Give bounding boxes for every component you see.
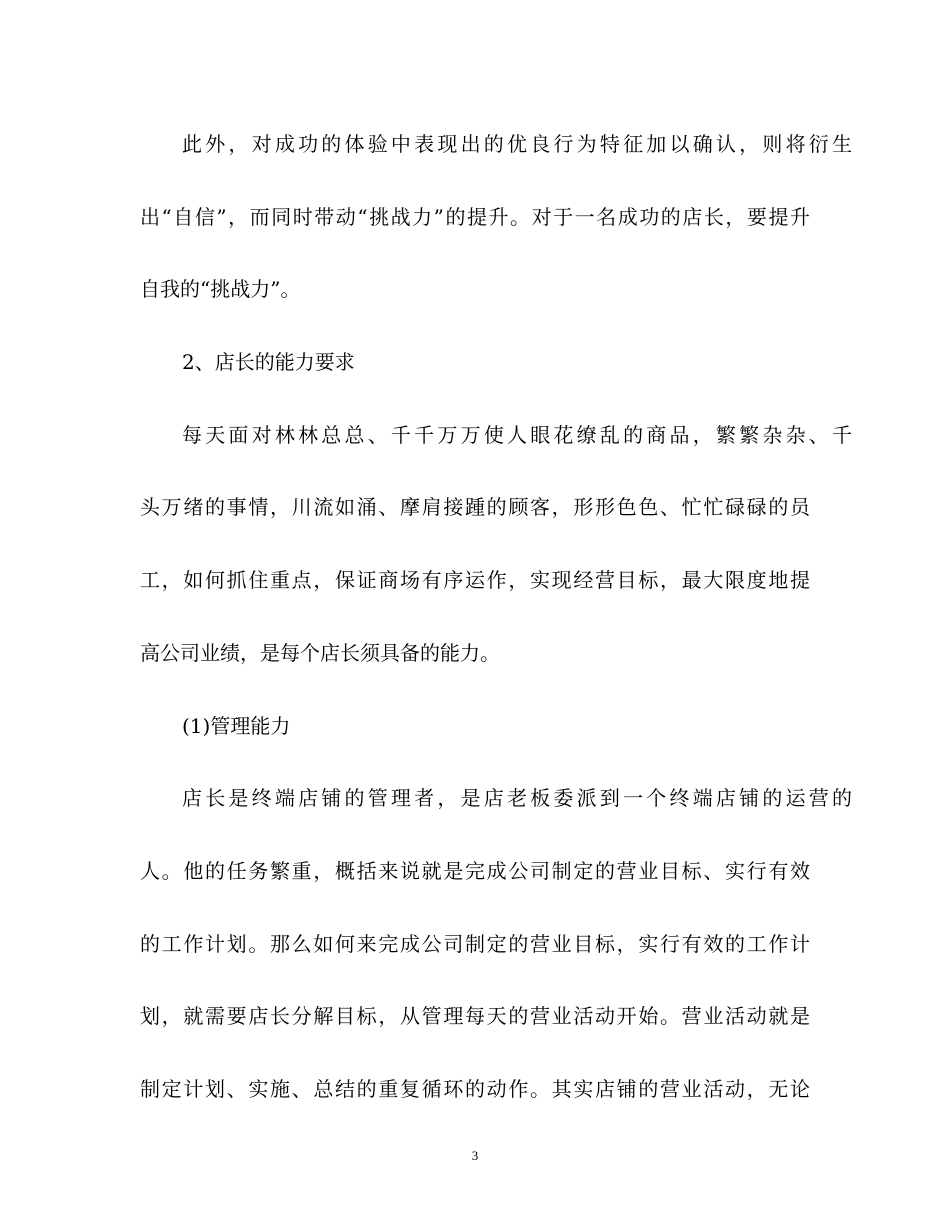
text-line: 每天面对林林总总、千千万万使人眼花缭乱的商品，繁繁杂杂、千 (182, 422, 852, 447)
page-number: 3 (471, 1148, 479, 1163)
text-line: 此外，对成功的体验中表现出的优良行为特征加以确认，则将衍生 (182, 132, 852, 156)
section-heading: 2、店长的能力要求 (182, 350, 355, 375)
text-line: 制定计划、实施、总结的重复循环的动作。其实店铺的营业活动，无论 (140, 1076, 810, 1101)
text-line: 划，就需要店长分解目标，从管理每天的营业活动开始。营业活动就是 (140, 1004, 810, 1029)
text-line: 的工作计划。那么如何来完成公司制定的营业目标，实行有效的工作计 (140, 931, 810, 956)
text-line: 头万绪的事情，川流如涌、摩肩接踵的顾客，形形色色、忙忙碌碌的员 (140, 495, 810, 520)
text-line: 店长是终端店铺的管理者，是店老板委派到一个终端店铺的运营的 (182, 786, 852, 811)
text-line: 人。他的任务繁重，概括来说就是完成公司制定的营业目标、实行有效 (140, 858, 810, 883)
text-line: 出“自信”，而同时带动“挑战力”的提升。对于一名成功的店长，要提升 (140, 204, 810, 229)
text-line: 自我的“挑战力”。 (140, 277, 301, 302)
body-text (140, 122, 852, 1140)
text-line: 高公司业绩，是每个店长须具备的能力。 (140, 640, 500, 665)
text-line: 工，如何抓住重点，保证商场有序运作，实现经营目标，最大限度地提 (140, 568, 810, 593)
subsection-heading: (1)管理能力 (182, 713, 291, 738)
